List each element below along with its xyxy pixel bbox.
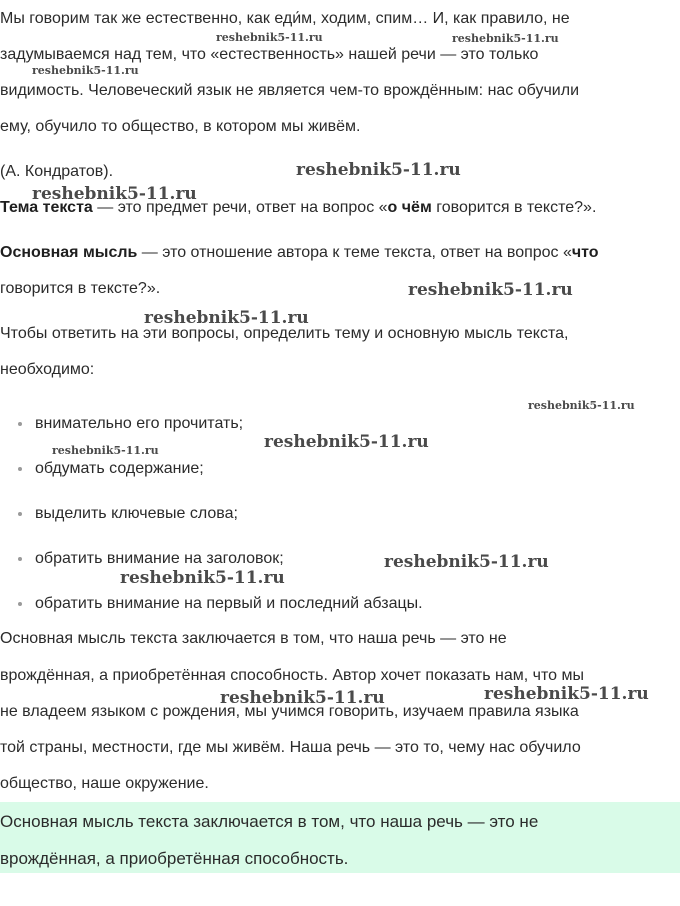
watermark: reshebnik5-11.ru <box>220 688 385 708</box>
watermark: reshebnik5-11.ru <box>264 432 429 452</box>
howto-line-1: Чтобы ответить на эти вопросы, определить тему и основную мысль текста, <box>0 325 569 342</box>
watermark: reshebnik5-11.ru <box>120 568 285 588</box>
main-idea-line-2: говорится в тексте?». <box>0 280 161 297</box>
watermark: reshebnik5-11.ru <box>296 160 461 180</box>
intro-line-4: ему, обучило то общество, в котором мы живём. <box>0 118 361 135</box>
watermark: reshebnik5-11.ru <box>32 184 197 204</box>
watermark: reshebnik5-11.ru <box>32 64 139 77</box>
watermark: reshebnik5-11.ru <box>52 444 159 457</box>
watermark: reshebnik5-11.ru <box>408 280 573 300</box>
bullet-icon <box>18 467 22 471</box>
watermark: reshebnik5-11.ru <box>384 552 549 572</box>
main-idea-text: — это отношение автора к теме текста, ответ на вопрос « <box>137 244 572 261</box>
intro-line-1: Мы говорим так же естественно, как еди́м, ходим, спим… И, как правило, не <box>0 10 570 27</box>
answer-line-5: общество, наше окружение. <box>0 775 209 792</box>
watermark: reshebnik5-11.ru <box>452 32 559 45</box>
topic-emph: о чём <box>387 199 432 216</box>
answer-line-4: той страны, местности, где мы живём. Наша речь — это то, чему нас обучило <box>0 739 581 756</box>
bullet-icon <box>18 512 22 516</box>
main-idea-definition <box>0 243 599 263</box>
bullet-icon <box>18 422 22 426</box>
watermark: reshebnik5-11.ru <box>528 399 635 412</box>
intro-line-2: задумываемся над тем, что «естественность» нашей речи — это только <box>0 46 539 63</box>
bullet-icon <box>18 602 22 606</box>
howto-line-2: необходимо: <box>0 361 95 378</box>
watermark: reshebnik5-11.ru <box>484 684 649 704</box>
main-idea-term: Основная мысль <box>0 244 138 261</box>
answer-line-3: не владеем языком с рождения, мы учимся говорить, изучаем правила языка <box>0 703 579 720</box>
highlight-line-2: врождённая, а приобретённая способность. <box>0 849 349 868</box>
answer-line-2: врождённая, а приобретённая способность. Автор хочет показать нам, что мы <box>0 667 584 684</box>
watermark: reshebnik5-11.ru <box>144 308 309 328</box>
intro-line-3: видимость. Человеческий язык не является чем-то врождённым: нас обучили <box>0 82 580 99</box>
topic-text-end: говорится в тексте?». <box>431 199 597 216</box>
answer-line-1: Основная мысль текста заключается в том, что наша речь — это не <box>0 630 507 647</box>
author-citation: (А. Кондратов). <box>0 163 114 180</box>
highlight-line-1: Основная мысль текста заключается в том, что наша речь — это не <box>0 812 539 831</box>
topic-text: — это предмет речи, ответ на вопрос « <box>92 199 388 216</box>
topic-term: Тема текста <box>0 199 93 216</box>
main-idea-emph: что <box>571 244 599 261</box>
bullet-icon <box>18 557 22 561</box>
watermark: reshebnik5-11.ru <box>216 31 323 44</box>
